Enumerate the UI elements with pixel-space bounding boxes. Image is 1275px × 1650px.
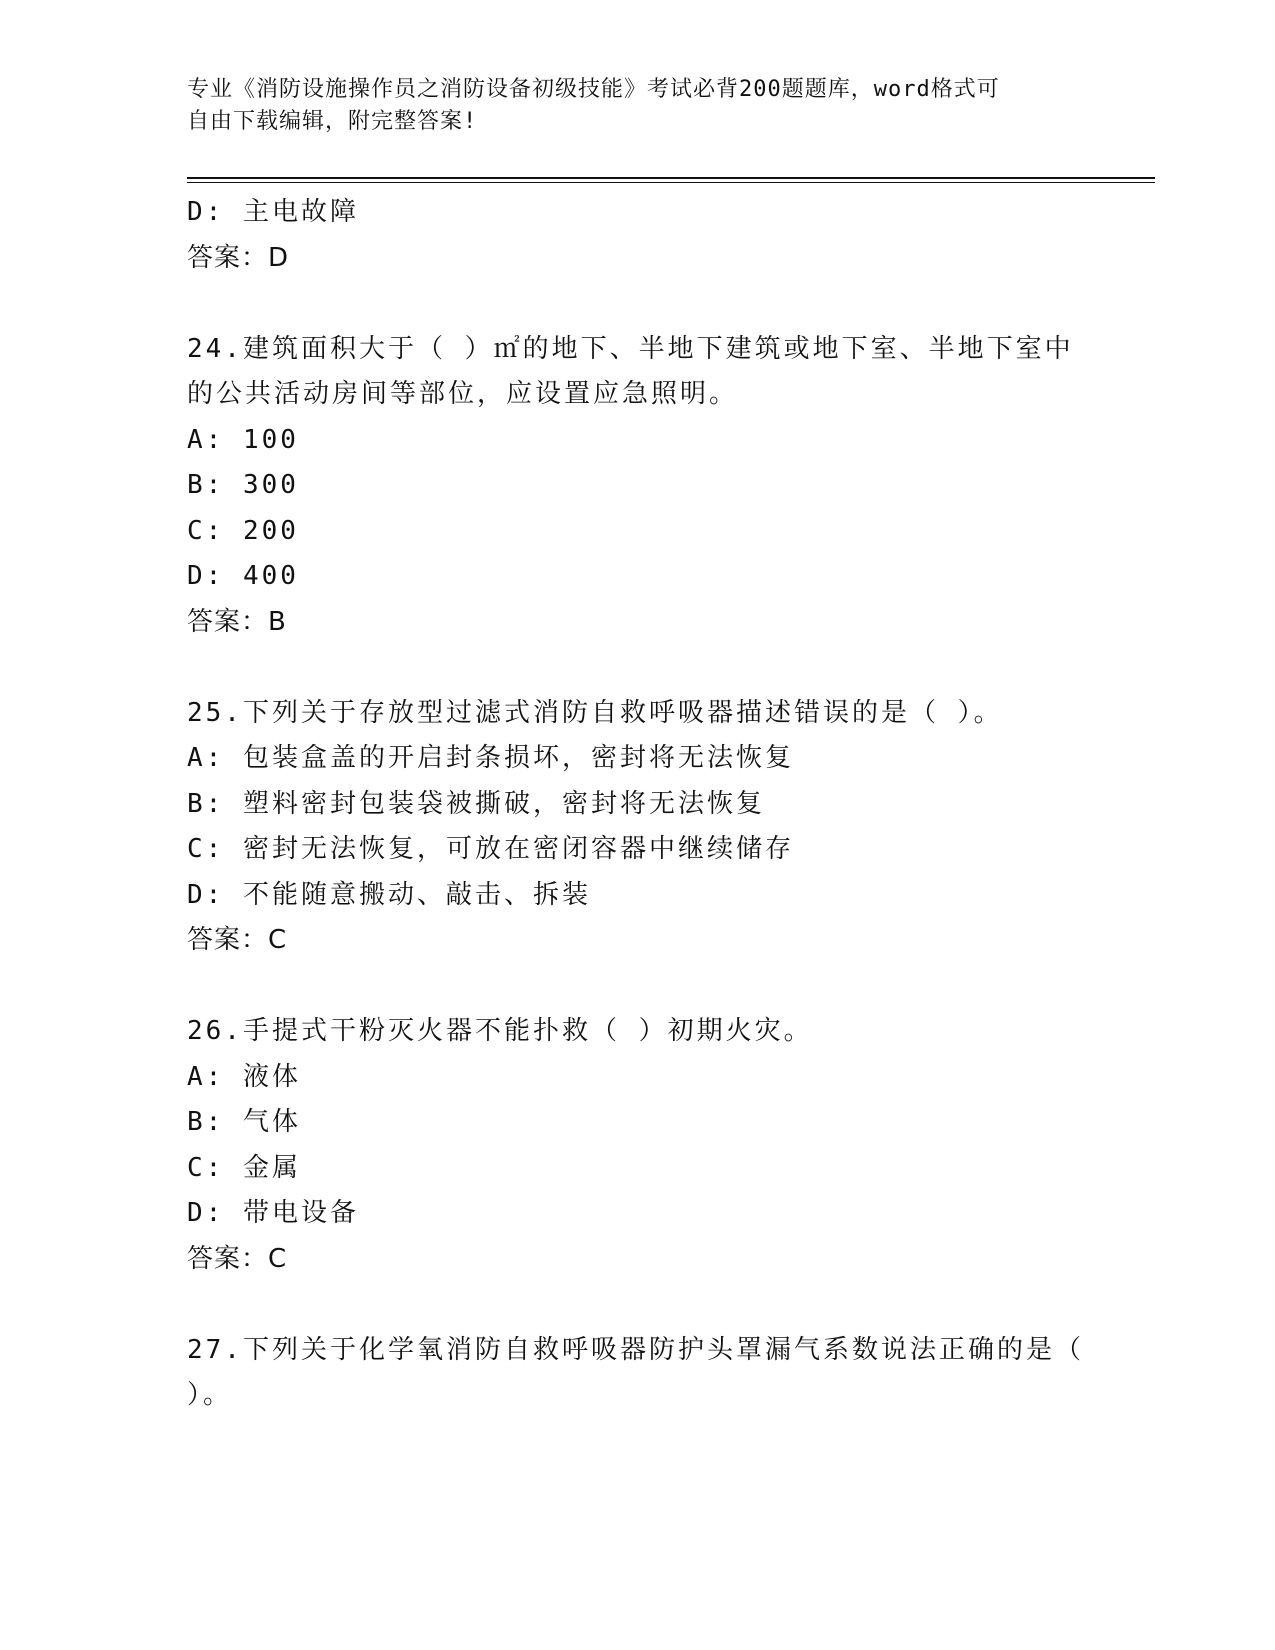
option-a: A: 液体 [187, 1061, 301, 1092]
answer-line: 答案：C [187, 925, 288, 955]
header-divider-thin [187, 182, 1155, 183]
question-stem: 25.下列关于存放型过滤式消防自救呼吸器描述错误的是（ ）。 [187, 697, 1003, 728]
document-header [187, 74, 1087, 138]
question-spacer [187, 964, 1087, 1010]
question-stem: 26.手提式干粉灭火器不能扑救（ ）初期火灾。 [187, 1016, 813, 1046]
option-d: D: 带电设备 [187, 1198, 359, 1228]
question-26 [187, 1009, 1087, 1282]
option-c: C: 密封无法恢复，可放在密闭容器中继续储存 [187, 834, 794, 864]
question-stem: 27.下列关于化学氧消防自救呼吸器防护头罩漏气系数说法正确的是（ [187, 1334, 1084, 1365]
option-c: C: 金属 [187, 1152, 301, 1183]
option-b: B: 气体 [187, 1107, 301, 1137]
question-list [187, 190, 1087, 1419]
option-b: B: 塑料密封包装袋被撕破，密封将无法恢复 [187, 788, 765, 819]
option-d: D: 不能随意搬动、敲击、拆装 [187, 879, 591, 910]
option-c: C: 200 [187, 515, 299, 546]
option-a: A: 包装盒盖的开启封条损坏，密封将无法恢复 [187, 743, 794, 773]
option-d: D: 400 [187, 561, 299, 591]
question-spacer [187, 281, 1087, 327]
question-spacer [187, 1282, 1087, 1328]
header-divider-thick [187, 177, 1155, 179]
question-23-tail [187, 190, 1087, 281]
question-25 [187, 691, 1087, 964]
option-b: B: 300 [187, 470, 299, 500]
answer-line: 答案：C [187, 1243, 288, 1274]
option-a: A: 100 [187, 424, 299, 455]
question-27 [187, 1328, 1087, 1419]
question-stem-continued: ）。 [187, 1380, 233, 1410]
option-d: D: 主电故障 [187, 197, 359, 227]
header-line-1: 专业《消防设施操作员之消防设备初级技能》考试必背200题题库，word格式可 [187, 77, 1000, 102]
question-24 [187, 327, 1087, 646]
header-line-2: 自由下载编辑，附完整答案! [187, 109, 478, 134]
question-spacer [187, 645, 1087, 691]
question-stem: 24.建筑面积大于（ ）㎡的地下、半地下建筑或地下室、半地下室中 [187, 333, 1074, 364]
answer-line: 答案：B [187, 606, 287, 637]
question-stem-continued: 的公共活动房间等部位，应设置应急照明。 [187, 379, 739, 409]
answer-line: 答案：D [187, 242, 290, 273]
